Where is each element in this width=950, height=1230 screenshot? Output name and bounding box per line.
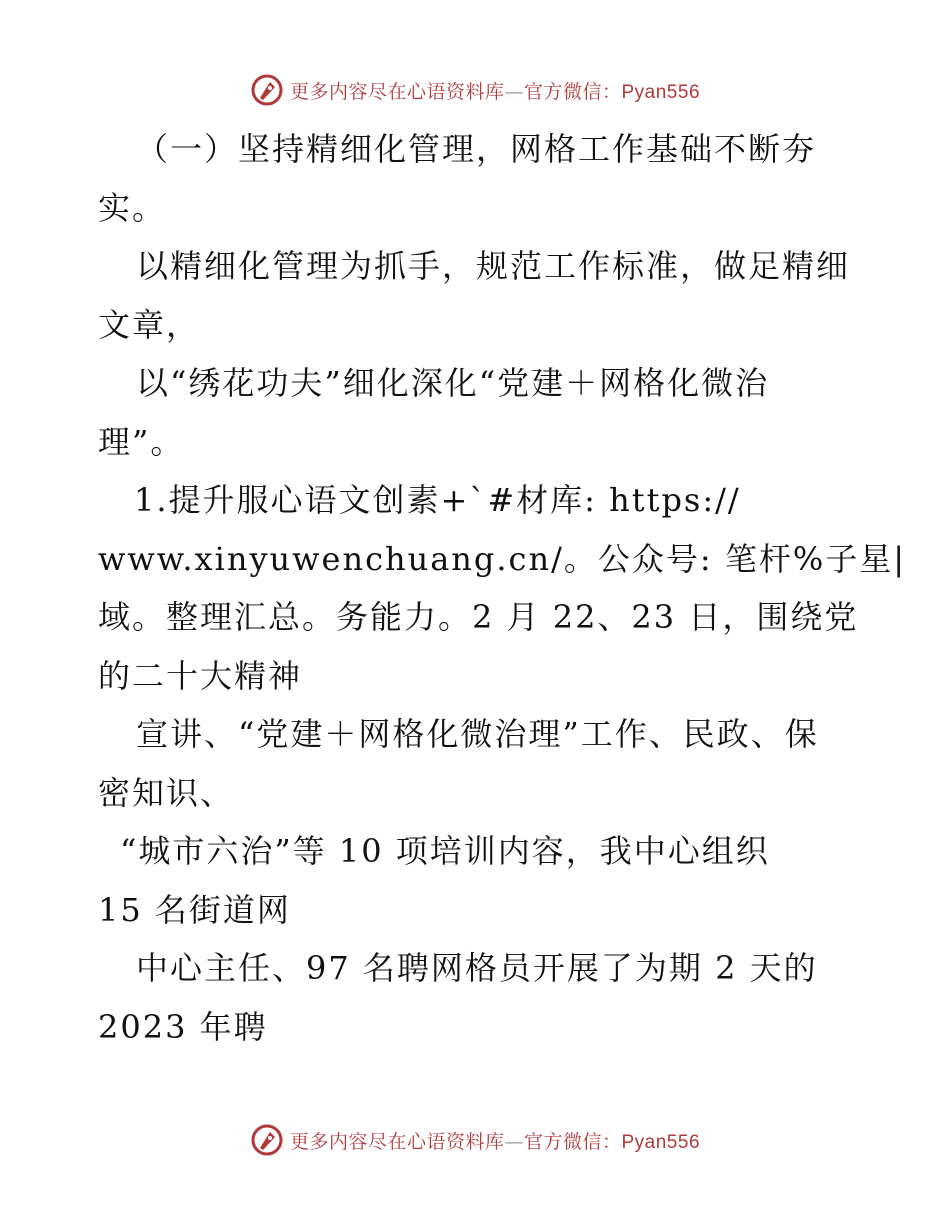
text-line: 中心主任、97 名聘网格员开展了为期 2 天的 [136,949,818,987]
watermark-text [290,77,700,104]
text-line: 15 名街道网 [98,890,291,929]
text-line: （一）坚持精细化管理，网格工作基础不断夯 [136,130,817,168]
watermark-separator: — [504,80,524,103]
document-body [98,120,907,1056]
watermark-separator: — [504,1130,524,1153]
text-line: 以精细化管理为抓手，规范工作标准，做足精细 [136,247,851,285]
text-line: 密知识、 [98,773,235,812]
watermark-wechat: 官方微信：Pyan556 [524,1131,701,1153]
text-line: 以“绣花功夫”细化深化“党建＋网格化微治 [136,364,770,402]
watermark-site-name: 更多内容尽在心语资料库 [289,80,505,103]
text-line: 1.提升服心语文创素+`#材库: https:// [134,481,741,519]
watermark-text [290,1127,700,1154]
text-line: 宣讲、“党建＋网格化微治理”工作、民政、保 [136,715,819,753]
pen-nib-logo-icon [250,73,284,107]
watermark-site-name: 更多内容尽在心语资料库 [289,1130,505,1153]
text-line: www.xinyuwenchuang.cn/。公众号: 笔杆%子星| [98,539,907,578]
text-line: 2023 年聘 [98,1007,268,1046]
pen-nib-logo-icon [250,1123,284,1157]
text-line: 域。整理汇总。务能力。2 月 22、23 日，围绕党 [98,598,859,636]
text-line: 文章， [98,305,201,344]
text-line: “城市六治”等 10 项培训内容，我中心组织 [120,832,770,870]
text-line: 的二十大精神 [98,656,303,695]
header-watermark [0,70,950,110]
watermark-wechat: 官方微信：Pyan556 [524,81,701,103]
text-line: 理”。 [98,422,185,461]
text-line: 实。 [98,188,167,227]
footer-watermark [0,1120,950,1160]
